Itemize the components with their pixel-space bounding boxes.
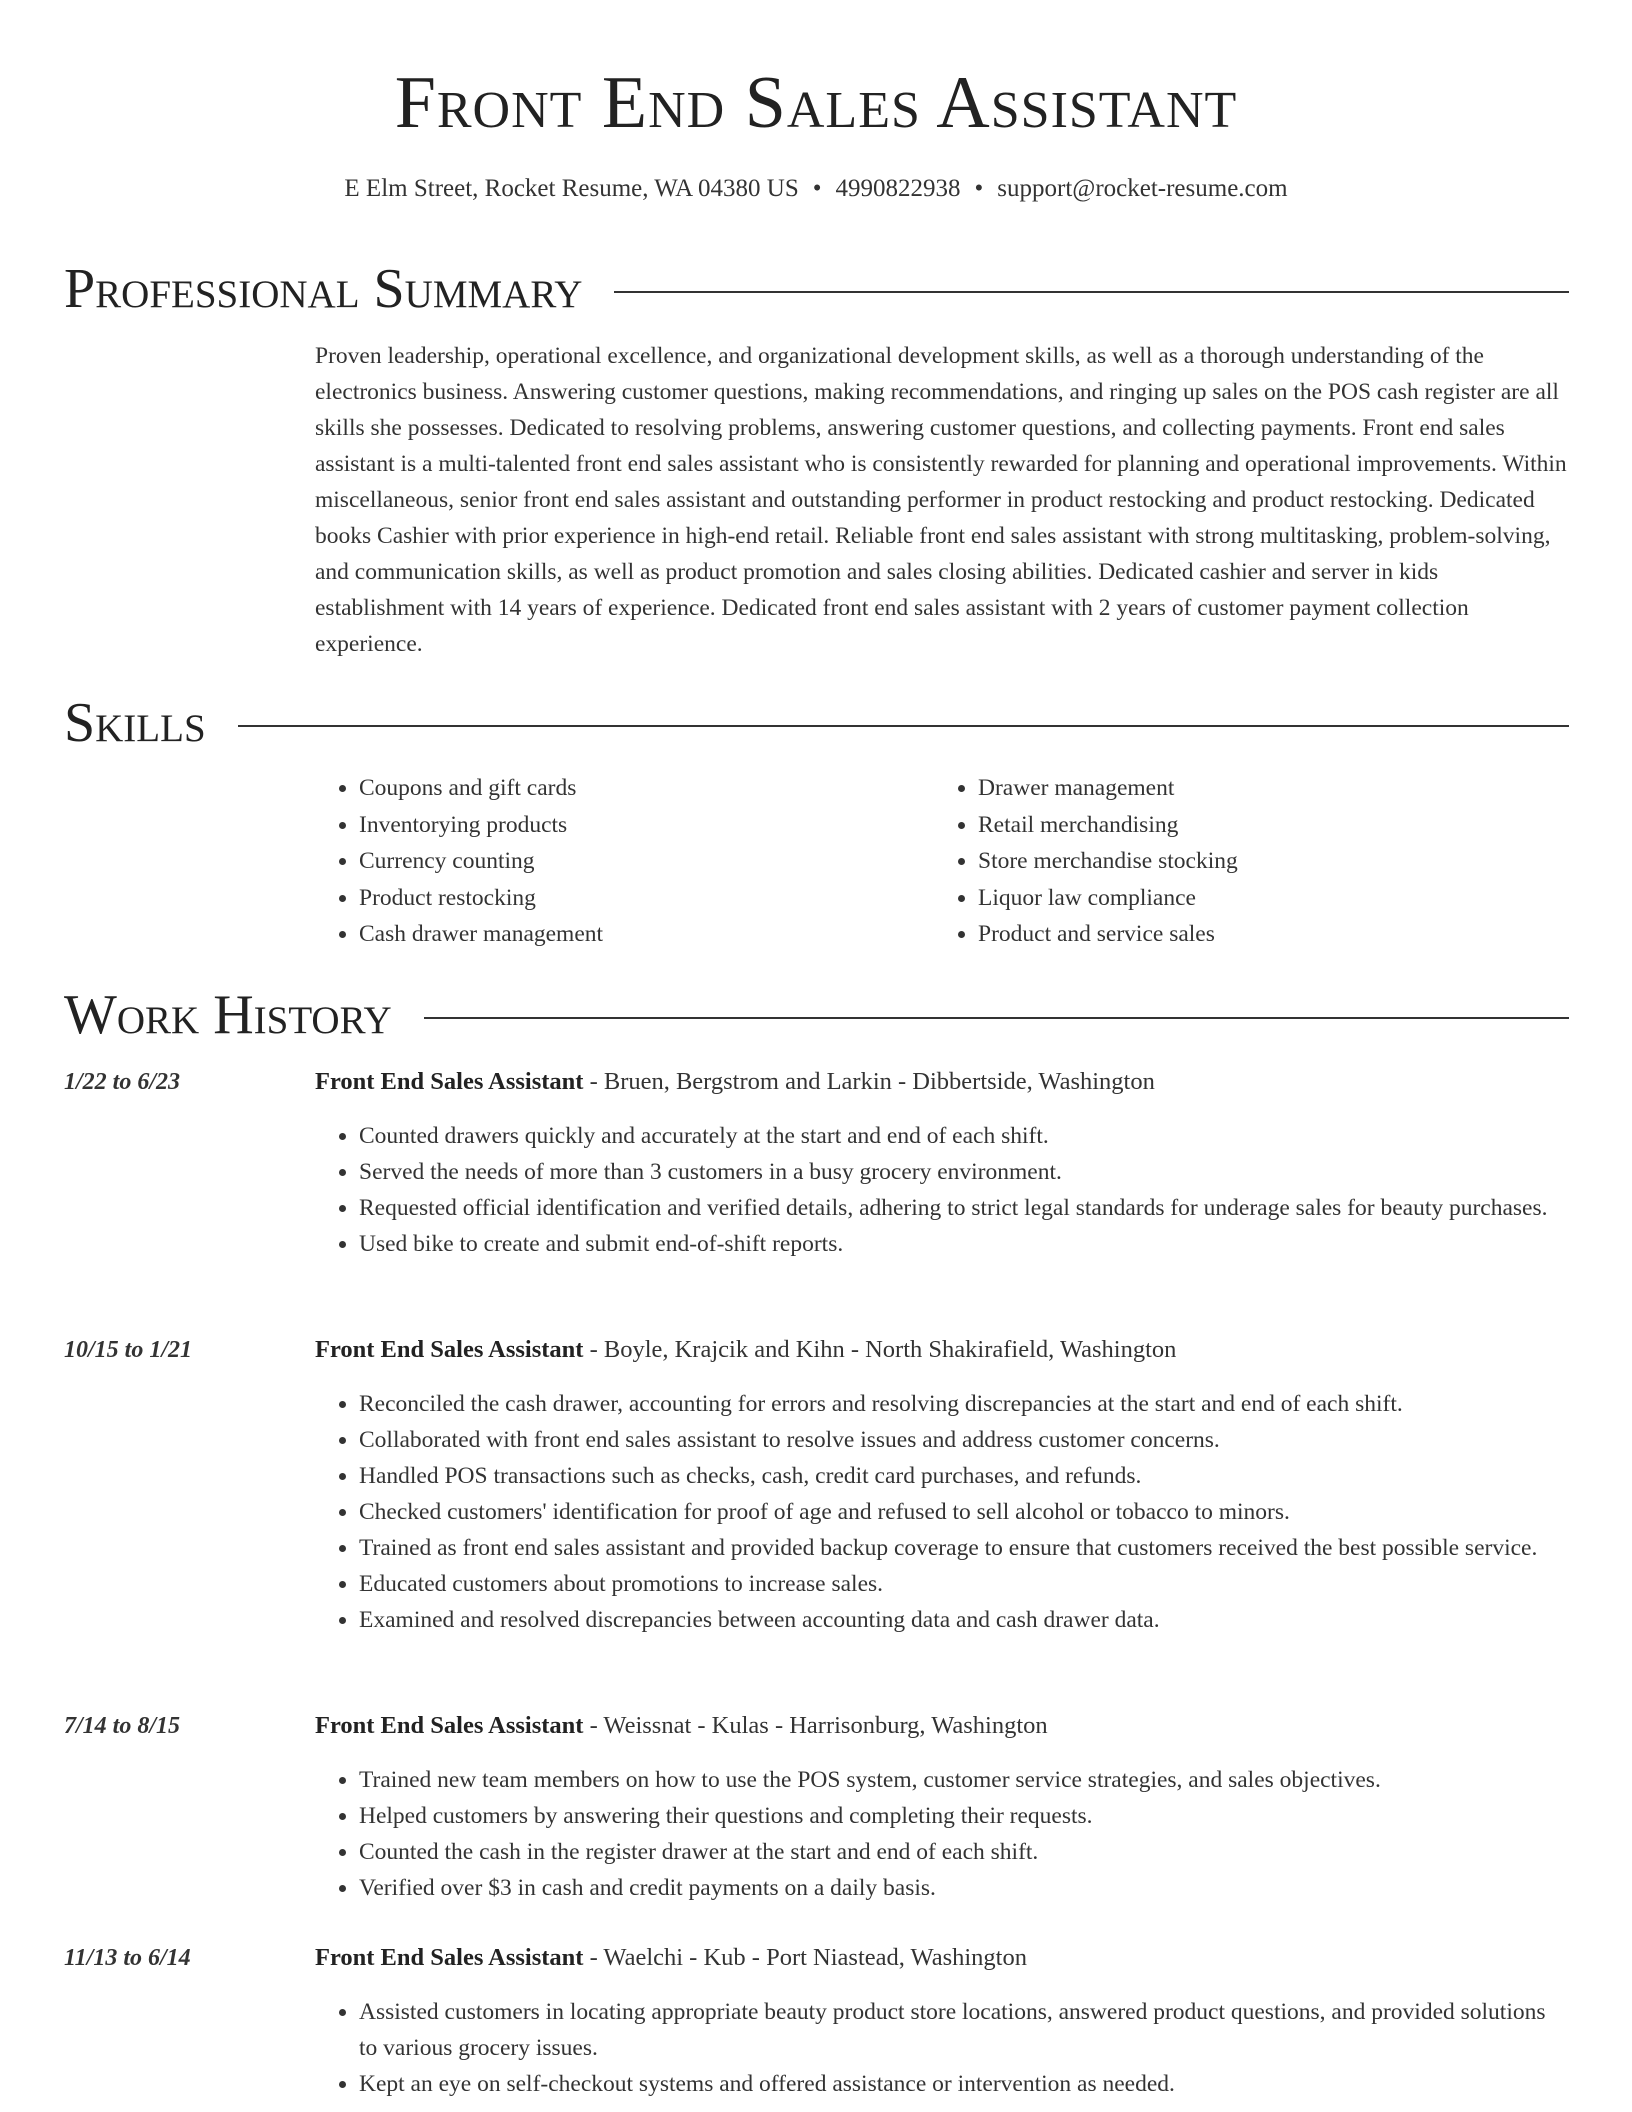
job-dates: 1/22 to 6/23: [64, 1069, 181, 1095]
job-title: Front End Sales Assistant: [315, 1068, 584, 1095]
skills-section-title: Skills: [64, 692, 206, 754]
job-bullet: • Kept an eye on self-checkout systems and offered assistance or intervention as needed.: [359, 2066, 1569, 2102]
contact-line: [0, 172, 1632, 206]
job-bullet: • Counted drawers quickly and accurately at the start and end of each shift.: [359, 1118, 1569, 1154]
job-heading: [315, 1332, 1569, 1368]
skill-item: • Inventorying products: [359, 807, 934, 844]
skill-item: • Retail merchandising: [978, 807, 1553, 844]
job-employer-location: - Weissnat - Kulas - Harrisonburg, Washington: [583, 1712, 1048, 1739]
job-bullet: • Collaborated with front end sales assistant to resolve issues and address customer concerns.: [359, 1422, 1569, 1458]
summary-section-header: [64, 256, 1569, 322]
contact-separator: •: [812, 175, 822, 202]
summary-text: Proven leadership, operational excellence, and organizational development skills, as well as a thorough understanding of the electronics business. Answering customer questions, making recommendations, and ringing up sales on the POS cash register are all skills she possesses. Dedicated to resolving problems, answering customer questions, and collecting payments. Front end sales assistant is a multi-talented front end sales assistant who is consistently rewarded for planning and operational improvements. Within miscellaneous, senior front end sales assistant and outstanding performer in product restocking and product restocking. Dedicated books Cashier with prior experience in high-end retail. Reliable front end sales assistant with strong multitasking, problem-solving, and communication skills, as well as product promotion and sales closing abilities. Dedicated cashier and server in kids establishment with 14 years of experience. Dedicated front end sales assistant with 2 years of customer payment collection experience.: [315, 343, 1567, 657]
job-bullet: • Educated customers about promotions to increase sales.: [359, 1566, 1569, 1602]
skill-item: • Store merchandise stocking: [978, 843, 1553, 880]
skill-item: • Product and service sales: [978, 916, 1553, 953]
job-title: Front End Sales Assistant: [315, 1944, 584, 1971]
skill-item: • Product restocking: [359, 880, 934, 917]
skill-item: • Cash drawer management: [359, 916, 934, 953]
job-heading: [315, 1940, 1569, 1976]
job-bullet: • Helped customers by answering their questions and completing their requests.: [359, 1798, 1569, 1834]
contact-email[interactable]: support@rocket-resume.com: [997, 175, 1288, 202]
skills-column-left: [315, 770, 934, 953]
job-bullet: • Reconciled the cash drawer, accounting for errors and resolving discrepancies at the start and end of each shift.: [359, 1386, 1569, 1422]
section-divider: [238, 725, 1569, 727]
job-bullets: [315, 1118, 1569, 1262]
job-bullet: • Trained new team members on how to use the POS system, customer service strategies, and sales objectives.: [359, 1762, 1569, 1798]
job-employer-location: - Bruen, Bergstrom and Larkin - Dibbertside, Washington: [583, 1068, 1155, 1095]
job-bullet: • Verified over $3 in cash and credit payments on a daily basis.: [359, 1870, 1569, 1906]
job-heading: [315, 1708, 1569, 1744]
resume-name: Front End Sales Assistant: [394, 62, 1238, 144]
job-dates: 11/13 to 6/14: [64, 1945, 191, 1971]
job-bullet: • Used bike to create and submit end-of-shift reports.: [359, 1226, 1569, 1262]
job-dates: 7/14 to 8/15: [64, 1713, 181, 1739]
summary-section-title: Professional Summary: [64, 258, 583, 320]
work-section-header: [64, 982, 1569, 1048]
job-bullets: [315, 1994, 1569, 2102]
skills-list: [315, 770, 1570, 953]
section-divider: [614, 291, 1569, 293]
job-employer-location: - Waelchi - Kub - Port Niastead, Washington: [583, 1944, 1027, 1971]
skills-column-right: [934, 770, 1553, 953]
job-bullet: • Assisted customers in locating appropriate beauty product store locations, answered product questions, and provided solutions to various grocery issues.: [359, 1994, 1569, 2066]
job-dates: 10/15 to 1/21: [64, 1337, 193, 1363]
job-title: Front End Sales Assistant: [315, 1712, 584, 1739]
skills-section-header: [64, 690, 1569, 756]
job-bullet: • Checked customers' identification for proof of age and refused to sell alcohol or tobacco to minors.: [359, 1494, 1569, 1530]
job-title: Front End Sales Assistant: [315, 1336, 584, 1363]
work-section-title: Work History: [64, 984, 392, 1046]
contact-phone: 4990822938: [835, 175, 961, 202]
job-bullets: [315, 1762, 1569, 1906]
skill-item: • Currency counting: [359, 843, 934, 880]
contact-address: E Elm Street, Rocket Resume, WA 04380 US: [344, 175, 799, 202]
job-bullets: [315, 1386, 1569, 1638]
job-bullet: • Counted the cash in the register drawer at the start and end of each shift.: [359, 1834, 1569, 1870]
job-bullet: • Examined and resolved discrepancies between accounting data and cash drawer data.: [359, 1602, 1569, 1638]
job-bullet: • Requested official identification and verified details, adhering to strict legal standards for underage sales for beauty purchases.: [359, 1190, 1569, 1226]
job-heading: [315, 1064, 1569, 1100]
contact-separator: •: [974, 175, 984, 202]
skill-item: • Drawer management: [978, 770, 1553, 807]
job-employer-location: - Boyle, Krajcik and Kihn - North Shakirafield, Washington: [583, 1336, 1177, 1363]
skill-item: • Coupons and gift cards: [359, 770, 934, 807]
job-bullet: • Served the needs of more than 3 customers in a busy grocery environment.: [359, 1154, 1569, 1190]
job-bullet: • Handled POS transactions such as checks, cash, credit card purchases, and refunds.: [359, 1458, 1569, 1494]
section-divider: [424, 1017, 1569, 1019]
skill-item: • Liquor law compliance: [978, 880, 1553, 917]
job-bullet: • Trained as front end sales assistant and provided backup coverage to ensure that customers received the best possible service.: [359, 1530, 1569, 1566]
